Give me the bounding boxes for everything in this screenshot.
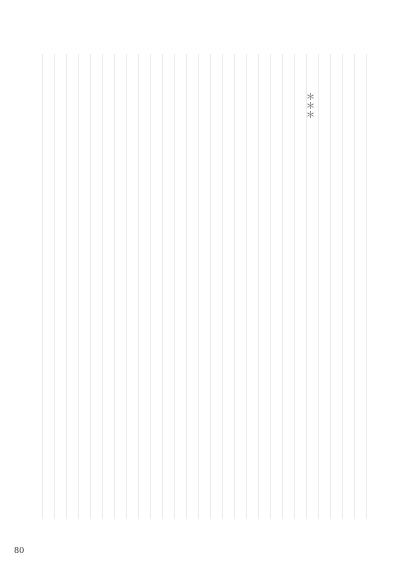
section-break-marker: ＊＊＊ [304,92,314,119]
page-number: 80 [14,546,25,555]
lower-vertical-text-block [38,293,378,519]
upper-vertical-text-block [38,54,378,268]
